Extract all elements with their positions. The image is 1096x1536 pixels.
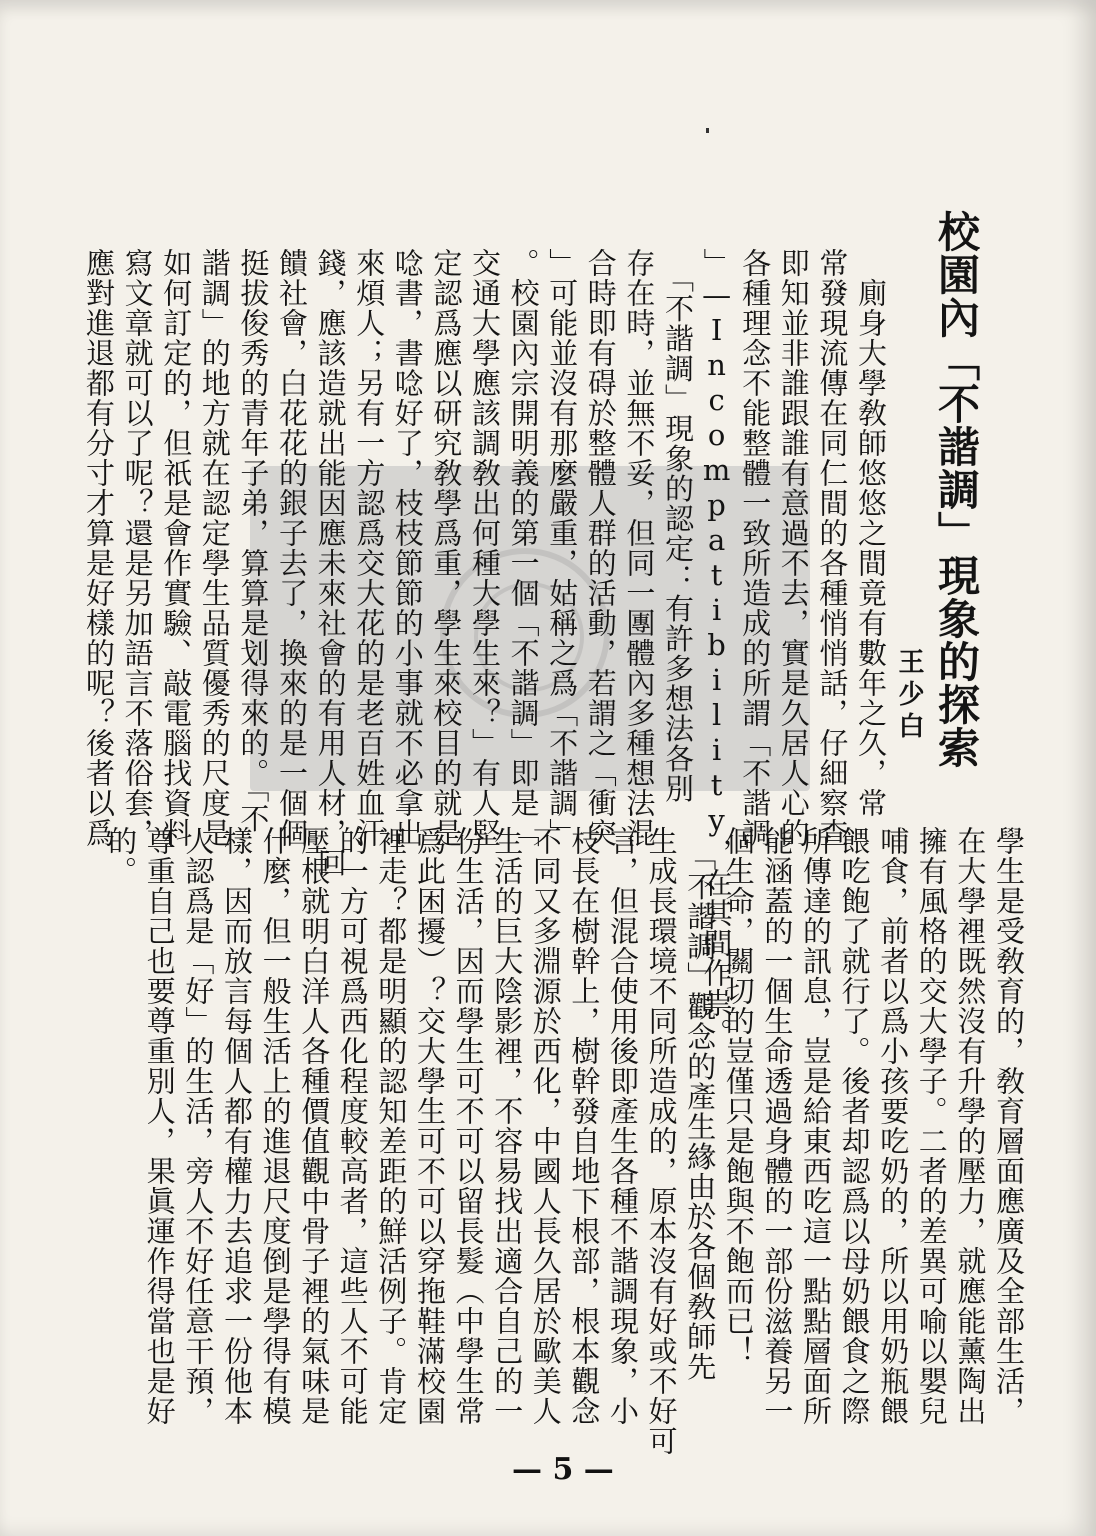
scan-mark bbox=[706, 128, 709, 133]
text-column: 「不諧調」現象的認定：有許多想法各別 bbox=[661, 248, 695, 804]
article-author: 王少白 bbox=[894, 648, 924, 744]
text-column: 如何訂定的，但祇是會作實驗、敲電腦找資料 bbox=[159, 248, 194, 848]
text-column: 不同又多淵源於西化，中國人長久居於歐美人 bbox=[528, 826, 563, 1426]
text-column: 生成長環境不同所造成的，原本沒有好或不好可 bbox=[644, 826, 679, 1456]
text-column: 常發現流傳在同仁間的各種悄悄話，仔細察查 bbox=[815, 248, 850, 848]
text-column: 樣，因而放言每個人都有權力去追求一份他本 bbox=[220, 826, 254, 1426]
article-title: 校園內「不諧調」現象的探索 bbox=[932, 210, 981, 769]
text-column: 人認爲是「好」的生活，旁人不好任意干預， bbox=[181, 826, 216, 1426]
page-number: — 5 — bbox=[512, 1452, 614, 1487]
text-column: 」可能並沒有那麼嚴重，姑稱之爲「不諧調」 bbox=[545, 248, 580, 848]
text-column: 應對進退都有分寸才算是好樣的呢？後者以爲 bbox=[82, 248, 116, 848]
text-column: 枝長在樹幹上，樹幹發自地下根部，根本觀念 bbox=[567, 826, 602, 1426]
text-column: 「不諧調」觀念的產生緣由於各個敎師先 bbox=[683, 826, 718, 1382]
text-column: 的。 bbox=[104, 826, 139, 886]
text-column: 所傳達的訊息，豈是給東西吃這一點點層面所 bbox=[799, 826, 833, 1426]
text-column: 擁有風格的交大學子。二者的差異可喻以嬰兒 bbox=[914, 826, 949, 1426]
text-column: 能涵蓋的一個生命透過身體的一部份滋養另一 bbox=[760, 826, 795, 1426]
text-column: 來煩人；另有一方認爲交大花的是老百姓血汗 bbox=[352, 248, 387, 848]
text-column: 言，但混合使用後即產生各種不諧調現象，小 bbox=[606, 826, 640, 1426]
text-column: 廁身大學敎師悠悠之間竟有數年之久，常 bbox=[854, 248, 888, 818]
text-column: 個生命，關切的豈僅只是飽與不飽而已！ bbox=[721, 826, 756, 1366]
text-column: 唸書，書唸好了，枝枝節節的小事就不必拿出 bbox=[390, 248, 425, 848]
text-column: 的一方可視爲西化程度較高者，這些人不可能 bbox=[335, 826, 370, 1426]
text-column: 在大學裡既然沒有升學的壓力，就應能薰陶出 bbox=[953, 826, 988, 1426]
text-column: 寫文章就可以了呢？還是另加語言不落俗套， bbox=[120, 248, 155, 848]
text-column: 定認爲應以研究敎學爲重，學生來校目的就是 bbox=[429, 248, 464, 848]
text-column: 哺食，前者以爲小孩要吃奶的，所以用奶瓶餵 bbox=[876, 826, 911, 1426]
text-column: 學生是受敎育的，敎育層面應廣及全部生活， bbox=[992, 826, 1026, 1426]
text-column: 尊重自己也要尊重別人，果眞運作得當也是好 bbox=[142, 826, 177, 1426]
text-column: 壓根就明白洋人各種價值觀中骨子裡的氣味是 bbox=[297, 826, 332, 1426]
text-column: 饋社會，白花花的銀子去了，換來的是一個個 bbox=[275, 248, 309, 848]
text-column: 存在時，並無不妥，但同一團體內多種想法混 bbox=[622, 248, 657, 848]
text-column: 。校園內宗開明義的第一個「不諧調」即是「 bbox=[506, 248, 541, 848]
text-column: 錢，應該造就出能因應未來社會的有用人材，回 bbox=[313, 248, 348, 878]
text-column: 交通大學應該調敎出何種大學生來？」有人堅 bbox=[468, 248, 502, 848]
text-column: 各種理念不能整體一致所造成的所謂「不諧調 bbox=[738, 248, 773, 848]
text-column: 份生活，因而學生可不可以留長髮（中學生常 bbox=[451, 826, 486, 1426]
text-column: 餵吃飽了就行了。後者却認爲以母奶餵食之際 bbox=[837, 826, 872, 1426]
text-column: 挺拔俊秀的青年子弟，算算是划得來的。「不 bbox=[236, 248, 271, 834]
text-column: 即知並非誰跟誰有意過不去，實是久居人心的 bbox=[776, 248, 811, 848]
text-column: 合時即有碍於整體人群的活動，若謂之「衝突 bbox=[583, 248, 618, 848]
text-column: 」—Incompatibility，在其間作祟。 bbox=[699, 248, 734, 1048]
text-column: 什麼，但一般生活上的進退尺度倒是學得有模 bbox=[258, 826, 293, 1426]
text-column: 裡走？都是明顯的認知差距的鮮活例子。肯定 bbox=[374, 826, 409, 1426]
text-column: 爲此困擾）？交大學生可不可以穿拖鞋滿校園 bbox=[413, 826, 447, 1426]
text-column: 諧調」的地方就在認定學生品質優秀的尺度是 bbox=[197, 248, 232, 848]
text-column: 生活的巨大陰影裡，不容易找出適合自己的一 bbox=[490, 826, 525, 1426]
